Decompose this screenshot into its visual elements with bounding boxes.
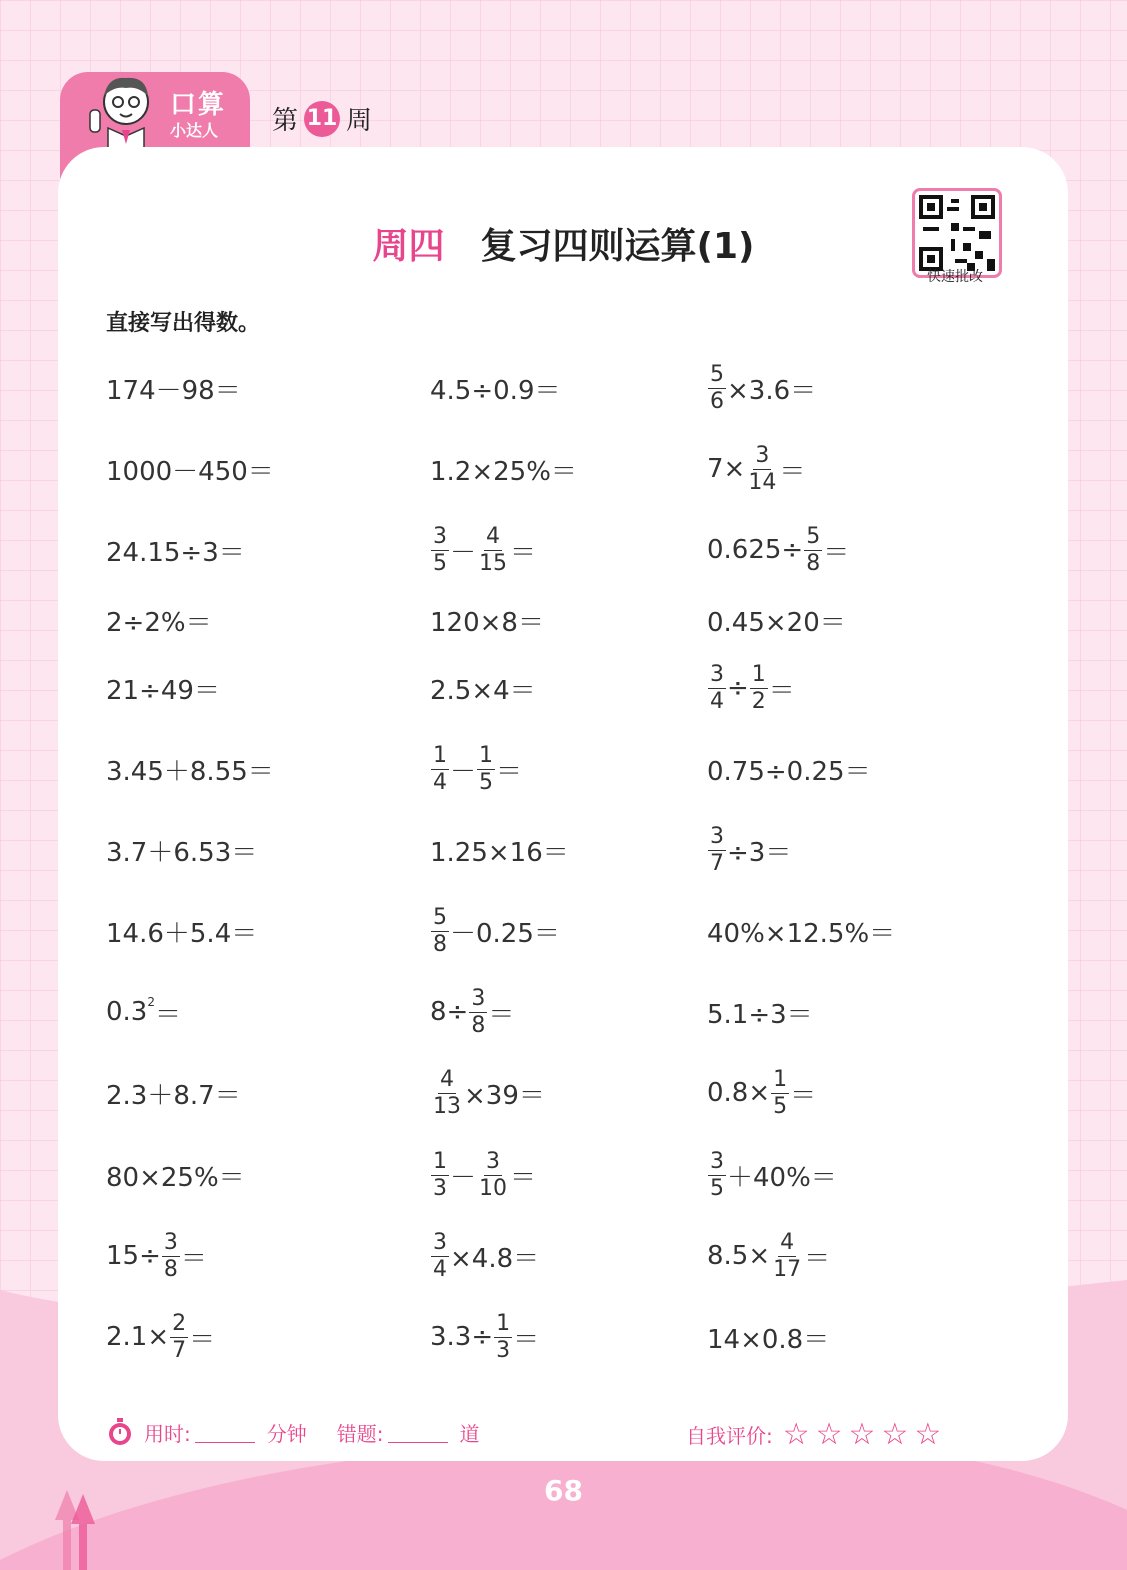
- problem-item: $\frac{3}{5}$ － $\frac{4}{15}$ ＝: [433, 523, 537, 576]
- problem-item: 2.5×4＝: [430, 675, 536, 706]
- problem-item: 40%×12.5%＝: [707, 918, 896, 949]
- fraction: $\frac{4}{15}$: [479, 523, 508, 576]
- fraction: $\frac{3}{5}$: [433, 523, 447, 576]
- problem-item: 0.3 2 ＝: [106, 995, 182, 1030]
- rating-stars[interactable]: ☆☆☆☆☆: [782, 1417, 948, 1452]
- title-day: 周四: [372, 226, 445, 267]
- problem-item: 8.5× $\frac{4}{17}$ ＝: [707, 1229, 831, 1282]
- problem-item: 0.45×20＝: [707, 607, 846, 638]
- problem-item: $\frac{4}{13}$ ×39＝: [433, 1066, 545, 1119]
- fraction: $\frac{5}{6}$: [710, 361, 724, 414]
- qr-code-icon[interactable]: [912, 188, 1002, 278]
- week-label: [272, 100, 372, 137]
- page-number: 68: [544, 1474, 583, 1507]
- fraction: $\frac{1}{5}$: [773, 1066, 788, 1119]
- errors-unit: 道: [459, 1421, 480, 1446]
- problem-item: $\frac{3}{5}$ ＋40%＝: [710, 1148, 837, 1201]
- problem-item: $\frac{5}{8}$ －0.25＝: [433, 904, 560, 957]
- fraction: $\frac{5}{8}$: [433, 904, 447, 957]
- fraction: $\frac{3}{14}$: [748, 442, 777, 495]
- title-topic: 复习四则运算(1): [480, 226, 755, 267]
- problem-item: 1.2×25%＝: [430, 456, 577, 487]
- problem-item: 0.8× $\frac{1}{5}$ ＝: [707, 1066, 817, 1119]
- self-eval-label: 自我评价:: [686, 1424, 773, 1448]
- time-unit: 分钟: [266, 1421, 307, 1446]
- problem-item: 3.3÷ $\frac{1}{3}$ ＝: [430, 1310, 540, 1363]
- stopwatch-icon: [106, 1417, 134, 1447]
- fraction: $\frac{2}{7}$: [172, 1310, 187, 1363]
- problem-item: 3.7＋6.53＝: [106, 837, 258, 868]
- mascot-icon: [78, 72, 168, 152]
- problem-item: $\frac{3}{7}$ ÷3＝: [710, 823, 792, 876]
- problem-item: 14×0.8＝: [707, 1324, 830, 1355]
- problem-item: 174－98＝: [106, 375, 241, 406]
- week-number-badge: 11: [304, 101, 340, 137]
- fraction: $\frac{1}{4}$: [433, 742, 447, 795]
- fraction: $\frac{1}{3}$: [496, 1310, 511, 1363]
- fraction: $\frac{4}{17}$: [773, 1229, 802, 1282]
- footer-self-eval: [686, 1417, 947, 1452]
- time-label: 用时:: [144, 1421, 191, 1446]
- fraction: $\frac{3}{10}$: [479, 1148, 508, 1201]
- fraction: $\frac{1}{5}$: [479, 742, 494, 795]
- problem-item: $\frac{1}{4}$ － $\frac{1}{5}$ ＝: [433, 742, 523, 795]
- instruction: 直接写出得数。: [106, 311, 261, 336]
- problem-item: 1.25×16＝: [430, 837, 569, 868]
- problem-item: 2.3＋8.7＝: [106, 1080, 241, 1111]
- problem-item: 80×25%＝: [106, 1162, 245, 1193]
- problem-item: 2.1× $\frac{2}{7}$ ＝: [106, 1310, 216, 1363]
- tab-title: 口算: [170, 90, 227, 120]
- problem-item: 14.6＋5.4＝: [106, 918, 258, 949]
- qr-label: 快速批改: [927, 269, 983, 285]
- problem-item: 3.45＋8.55＝: [106, 756, 274, 787]
- footer-time-errors: [106, 1417, 480, 1447]
- fraction: $\frac{3}{8}$: [471, 985, 486, 1038]
- week-prefix: 第: [272, 106, 299, 136]
- time-input[interactable]: [195, 1422, 255, 1443]
- problem-item: 0.75÷0.25＝: [707, 756, 871, 787]
- problem-item: 1000－450＝: [106, 456, 274, 487]
- problem-item: 2÷2%＝: [106, 607, 212, 638]
- fraction: $\frac{3}{5}$: [710, 1148, 724, 1201]
- problem-item: 0.625÷ $\frac{5}{8}$ ＝: [707, 523, 850, 576]
- errors-label: 错题:: [336, 1421, 384, 1446]
- problem-item: $\frac{5}{6}$ ×3.6＝: [710, 361, 817, 414]
- arrow-decoration-icon: [55, 1490, 100, 1570]
- fraction: $\frac{3}{4}$: [710, 661, 724, 714]
- week-suffix: 周: [346, 106, 373, 136]
- problem-item: 7× $\frac{3}{14}$ ＝: [707, 442, 806, 495]
- problem-item: 120×8＝: [430, 607, 544, 638]
- worksheet-card: [58, 147, 1068, 1461]
- problem-item: 24.15÷3＝: [106, 537, 245, 568]
- fraction: $\frac{4}{13}$: [433, 1066, 461, 1119]
- problem-item: 15÷ $\frac{3}{8}$ ＝: [106, 1229, 207, 1282]
- problem-item: 4.5÷0.9＝: [430, 375, 561, 406]
- problem-item: 21÷49＝: [106, 675, 220, 706]
- problem-item: $\frac{3}{4}$ ×4.8＝: [433, 1229, 540, 1282]
- problem-item: $\frac{3}{4}$ ÷ $\frac{1}{2}$ ＝: [710, 661, 795, 714]
- tab-subtitle: 小达人: [170, 121, 219, 140]
- fraction: $\frac{1}{2}$: [751, 661, 766, 714]
- fraction: $\frac{3}{4}$: [433, 1229, 447, 1282]
- fraction: $\frac{5}{8}$: [806, 523, 821, 576]
- errors-input[interactable]: [388, 1422, 448, 1443]
- fraction: $\frac{3}{8}$: [163, 1229, 178, 1282]
- fraction: $\frac{3}{7}$: [710, 823, 724, 876]
- problem-item: 8÷ $\frac{3}{8}$ ＝: [430, 985, 515, 1038]
- problem-item: $\frac{1}{3}$ － $\frac{3}{10}$ ＝: [433, 1148, 537, 1201]
- problem-item: 5.1÷3＝: [707, 999, 813, 1030]
- fraction: $\frac{1}{3}$: [433, 1148, 447, 1201]
